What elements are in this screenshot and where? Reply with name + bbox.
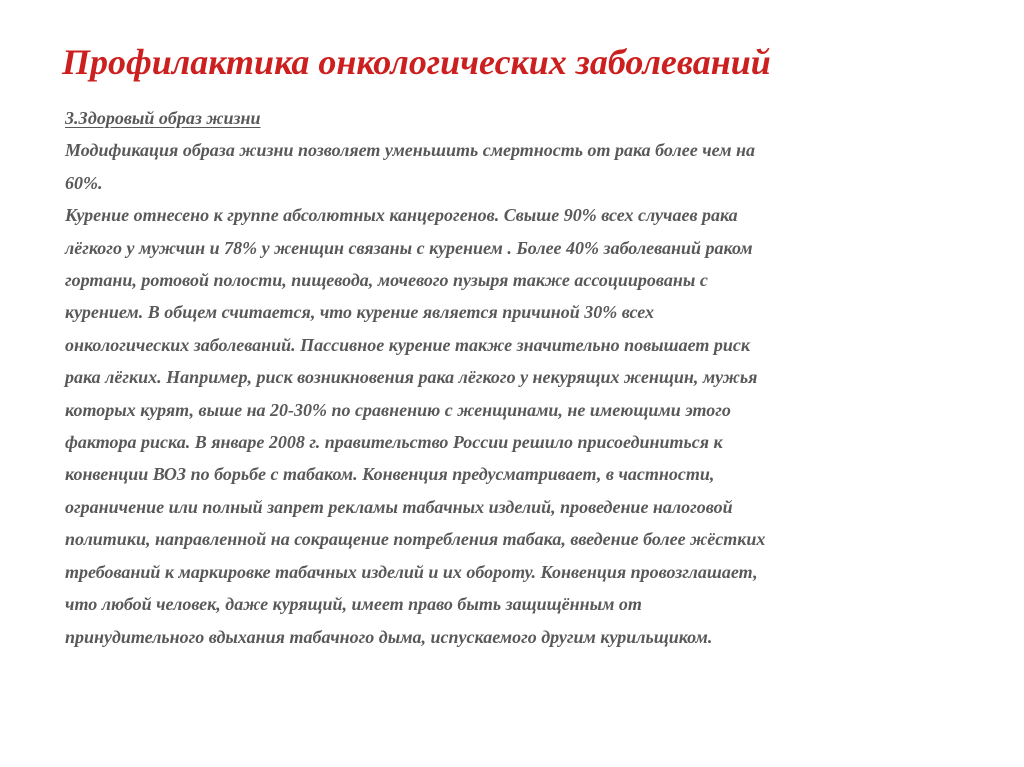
- body-line: политики, направленной на сокращение потребления табака, введение более жёстких: [65, 529, 766, 550]
- body-line: требований к маркировке табачных изделий и их обороту. Конвенция провозглашает,: [65, 561, 758, 582]
- section-subheading: 3.Здоровый образ жизни: [65, 108, 261, 128]
- slide-title: Профилактика онкологических заболеваний: [62, 42, 771, 82]
- body-line: Курение отнесено к группе абсолютных канцерогенов. Свыше 90% всех случаев рака: [65, 205, 738, 226]
- body-line: Модификация образа жизни позволяет уменьшить смертность от рака более чем на: [65, 140, 756, 161]
- body-line: гортани, ротовой полости, пищевода, мочевого пузыря также ассоциированы с: [65, 270, 708, 291]
- body-line: онкологических заболеваний. Пассивное курение также значительно повышает риск: [65, 334, 750, 355]
- body-line: фактора риска. В январе 2008 г. правительство России решило присоединиться к: [65, 432, 723, 453]
- slide-body: [65, 102, 965, 653]
- body-line: конвенции ВОЗ по борьбе с табаком. Конвенция предусматривает, в частности,: [65, 464, 715, 485]
- body-line: ограничение или полный запрет рекламы табачных изделий, проведение налоговой: [65, 496, 733, 517]
- body-line: что любой человек, даже курящий, имеет право быть защищённым от: [65, 594, 642, 615]
- body-line: рака лёгких. Например, риск возникновения рака лёгкого у некурящих женщин, мужья: [65, 367, 758, 388]
- body-line: которых курят, выше на 20-30% по сравнению с женщинами, не имеющими этого: [65, 399, 731, 420]
- body-line: принудительного вдыхания табачного дыма, испускаемого другим курильщиком.: [65, 626, 713, 647]
- body-line: курением. В общем считается, что курение является причиной 30% всех: [65, 302, 655, 323]
- body-line: лёгкого у мужчин и 78% у женщин связаны с курением . Более 40% заболеваний раком: [65, 237, 753, 258]
- body-line: 60%.: [65, 172, 103, 193]
